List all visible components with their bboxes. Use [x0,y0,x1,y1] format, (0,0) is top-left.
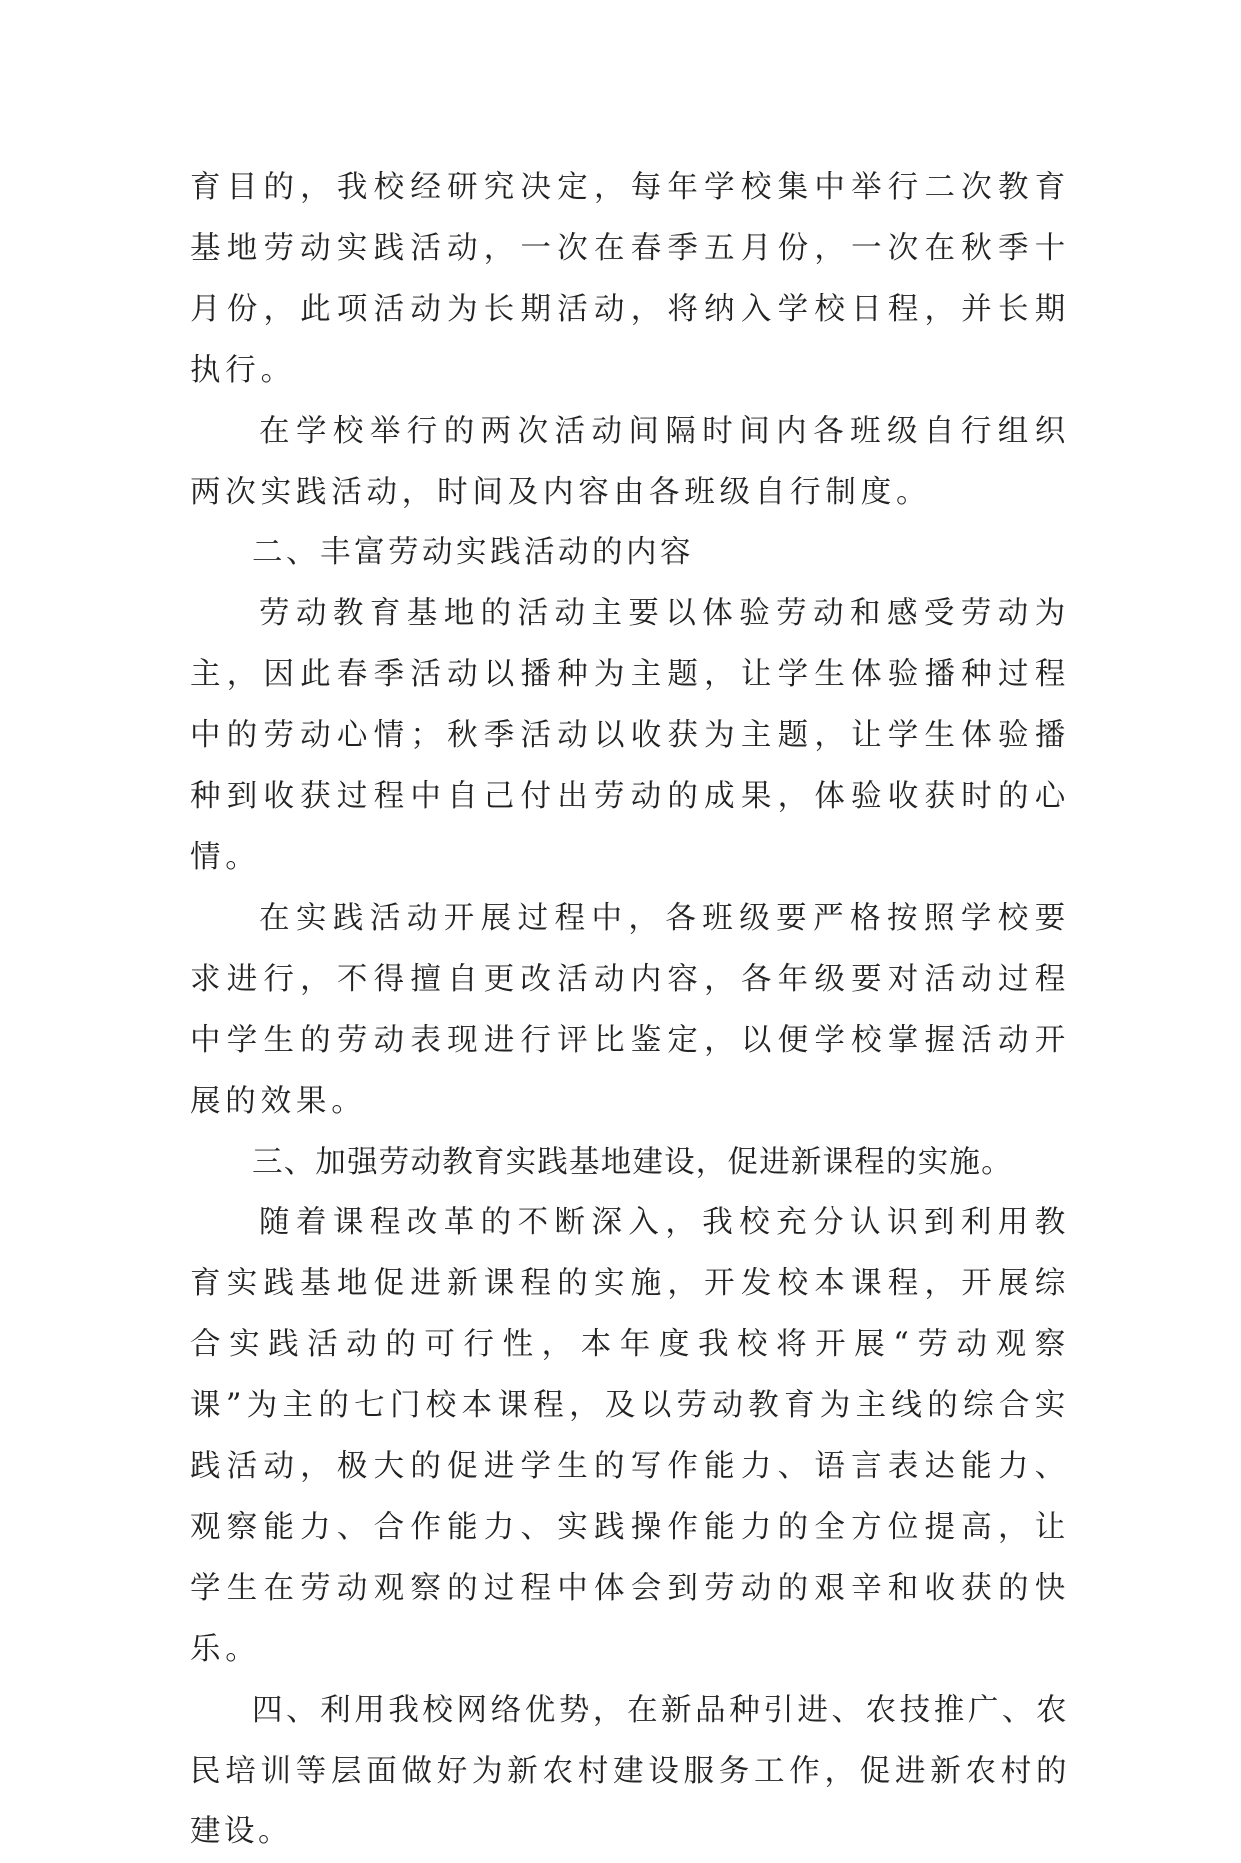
section-heading-2: 二、丰富劳动实践活动的内容 [252,535,694,571]
paragraph-class-activities: 在学校举行的两次活动间隔时间内各班级自行组织两次实践活动，时间及内容由各班级自行制度。 [190,413,1070,510]
paragraph-curriculum-reform: 随着课程改革的不断深入，我校充分认识到利用教育实践基地促进新课程的实施，开发校本课程，开展综合实践活动的可行性，本年度我校将开展“劳动观察课”为主的七门校本课程，及以劳动教育为主线的综合实践活动，极大的促进学生的写作能力、语言表达能力、观察能力、合作能力、实践操作能力的全方位提高，让学生在劳动观察的过程中体会到劳动的艰辛和收获的快乐。 [190,1205,1070,1667]
section-heading-4: 四、利用我校网络优势，在新品种引进、农技推广、农民培训等层面做好为新农村建设服务工作，促进新农村的建设。 [190,1692,1070,1850]
paragraph-activity-content: 劳动教育基地的活动主要以体验劳动和感受劳动为主，因此春季活动以播种为主题，让学生体验播种过程中的劳动心情；秋季活动以收获为主题，让学生体验播种到收获过程中自己付出劳动的成果，体验收获时的心情。 [190,596,1070,875]
document-body [190,158,1070,1863]
paragraph-continued: 育目的，我校经研究决定，每年学校集中举行二次教育基地劳动实践活动，一次在春季五月份，一次在秋季十月份，此项活动为长期活动，将纳入学校日程，并长期执行。 [190,170,1070,388]
paragraph-activity-requirements: 在实践活动开展过程中，各班级要严格按照学校要求进行，不得擅自更改活动内容，各年级要对活动过程中学生的劳动表现进行评比鉴定，以便学校掌握活动开展的效果。 [190,900,1070,1119]
section-heading-3: 三、加强劳动教育实践基地建设，促进新课程的实施。 [252,1144,1013,1180]
